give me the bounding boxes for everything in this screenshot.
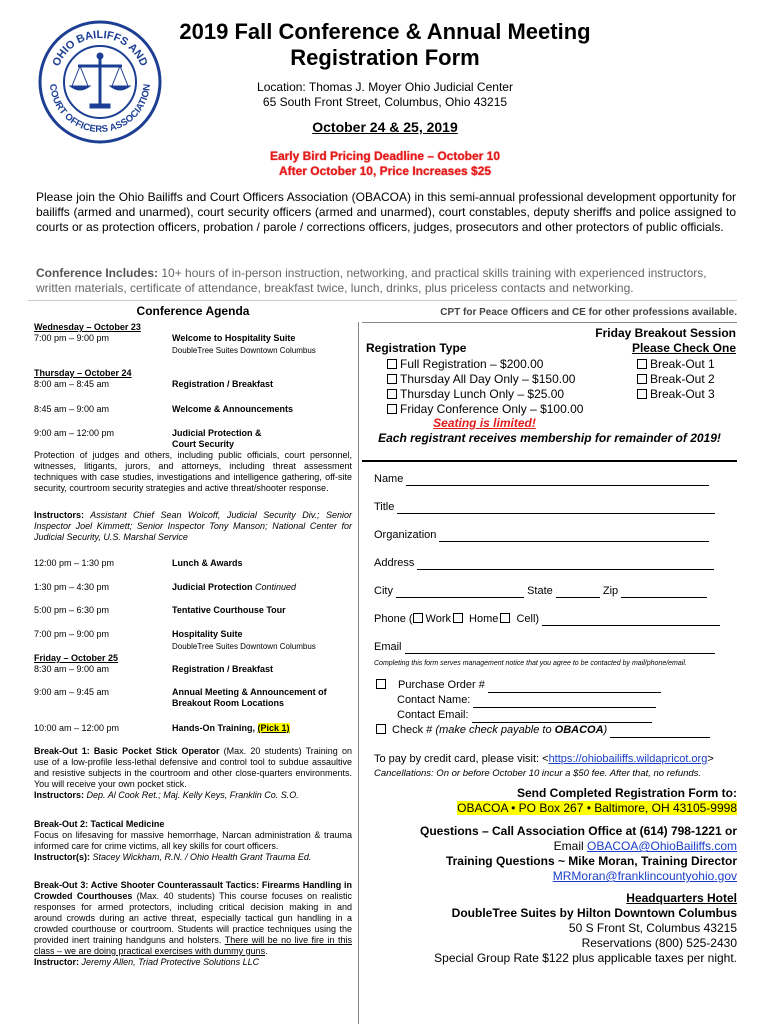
continued-label: Continued	[252, 582, 297, 592]
breakout-session-heading: Friday Breakout Session	[595, 326, 736, 340]
time-fri-3: 10:00 am – 12:00 pm	[34, 723, 120, 733]
time-thu-6: 5:00 pm – 6:30 pm	[34, 605, 110, 615]
name-field[interactable]	[374, 472, 709, 486]
hotel-heading: Headquarters Hotel	[626, 891, 737, 905]
credit-card-link[interactable]: https://ohiobailiffs.wildapricot.org	[548, 753, 708, 765]
conference-includes	[36, 266, 736, 296]
option-thursday-all-day[interactable]	[387, 372, 583, 387]
send-form-address-row	[362, 801, 737, 815]
check-note: (make check payable to	[435, 724, 555, 736]
hotel-group-rate: Special Group Rate $122 plus applicable taxes per night.	[434, 951, 737, 965]
membership-note: Each registrant receives membership for remainder of 2019!	[378, 431, 721, 445]
breakout-3-instructors: Jeremy Allen, Triad Protective Solutions LLC	[79, 957, 260, 967]
judicial-protection-description: Protection of judges and others, including public officials, court personnel, witnesses, litigants, jurors, and attorneys, including threat assessment techniques with case studies, investigations and intelligence gathering, off-site security, courtroom security strategies and active threat/shooter response.	[34, 450, 352, 493]
checkbox-cell[interactable]	[500, 613, 510, 623]
email-label: Email	[374, 641, 402, 653]
breakout-1	[34, 746, 352, 801]
cancellation-policy: Cancellations: On or before October 10 incur a $50 fee. After that, no refunds.	[374, 768, 702, 779]
event-hands-on-training	[172, 723, 290, 734]
name-input[interactable]	[406, 485, 709, 486]
city-input[interactable]	[396, 597, 524, 598]
contact-name-label: Contact Name:	[397, 694, 471, 706]
event-lunch-awards: Lunch & Awards	[172, 558, 243, 568]
credit-prefix: To pay by credit card, please visit: <	[374, 753, 549, 765]
send-form-heading: Send Completed Registration Form to:	[516, 786, 737, 800]
time-thu-2: 8:45 am – 9:00 am	[34, 404, 110, 414]
option-full-label: Full Registration – $200.00	[400, 357, 544, 371]
contact-name-row[interactable]	[376, 693, 710, 708]
breakout-option-3-label: Break-Out 3	[650, 387, 715, 401]
column-divider	[358, 322, 359, 1024]
day-thursday: Thursday – October 24	[34, 368, 132, 378]
logo-top-text: OHIO BAILIFFS AND	[50, 28, 150, 69]
training-questions: Training Questions ~ Mike Moran, Training Director	[445, 854, 737, 868]
event-registration-breakfast-thu: Registration / Breakfast	[172, 379, 274, 389]
city-state-zip-field[interactable]	[374, 584, 707, 598]
check-label: Check #	[392, 724, 433, 736]
checkbox-check[interactable]	[376, 724, 386, 734]
time-thu-1: 8:00 am – 8:45 am	[34, 379, 110, 389]
breakout-1-instructors: Dep. Al Cook Ret.; Maj. Kelly Keys, Franklin Co. S.O.	[84, 790, 299, 800]
time-thu-5: 1:30 pm – 4:30 pm	[34, 582, 110, 592]
breakout-1-title: Break-Out 1: Basic Pocket Stick Operator	[34, 746, 220, 756]
checkbox-home[interactable]	[453, 613, 463, 623]
registration-type-heading: Registration Type	[366, 341, 467, 355]
email-prefix: Email	[553, 839, 587, 853]
check-org: OBACOA	[554, 724, 604, 736]
contact-email-label: Contact Email:	[397, 709, 469, 721]
check-input[interactable]	[610, 737, 710, 738]
contact-email-row[interactable]	[376, 708, 710, 723]
form-subtitle: Registration Form	[290, 45, 480, 70]
event-hospitality-suite: Hospitality Suite	[172, 629, 243, 639]
early-bird-deadline: Early Bird Pricing Deadline – October 10	[269, 149, 501, 163]
address-label: Address	[374, 557, 415, 569]
includes-label: Conference Includes:	[36, 266, 159, 280]
city-label: City	[374, 585, 393, 597]
breakout-2-instr-label: Instructor(s):	[34, 852, 90, 862]
checkbox-purchase-order[interactable]	[376, 679, 386, 689]
event-judicial-protection-continued	[172, 582, 296, 593]
credit-card-line	[374, 752, 714, 766]
work-label: Work	[425, 613, 451, 625]
breakout-3-max: (Max. 40 students)	[132, 891, 215, 901]
location-line2: 65 South Front Street, Columbus, Ohio 43215	[262, 95, 508, 109]
event-welcome-announcements: Welcome & Announcements	[172, 404, 294, 414]
phone-field[interactable]	[374, 612, 720, 626]
association-email-row	[362, 839, 737, 853]
breakout-3-instr-label: Instructor:	[34, 957, 79, 967]
hotel-address: 50 S Front St, Columbus 43215	[568, 921, 737, 935]
registration-options	[387, 357, 583, 417]
event-judicial-protection-label: Judicial Protection	[172, 582, 253, 592]
intro-paragraph: Please join the Ohio Bailiffs and Court Officers Association (OBACOA) in this semi-annual professional development opportunity for bailiffs (armed and unarmed), court security officers (armed and unarmed), court constables, deputy sheriffs and police assigned to courts or as protection officers, probation / parole / corrections officers, judges, prosecutors and other protectors of public officials.	[36, 190, 736, 234]
hotel-name: DoubleTree Suites by Hilton Downtown Columbus	[451, 906, 737, 920]
check-close: )	[603, 724, 608, 736]
breakout-2	[34, 819, 352, 863]
includes-text: 10+ hours of in-person instruction, networking, and practical skills training with experienced instructors, written materials, certificate of attendance, breakfast twice, lunch, drinks, plus priceless contacts and networking.	[36, 266, 707, 295]
breakout-option-1-label: Break-Out 1	[650, 357, 715, 371]
option-friday-conference[interactable]	[387, 402, 583, 417]
checkbox-breakout-2[interactable]	[637, 374, 647, 384]
training-email-link[interactable]: MRMoran@franklincountyohio.gov	[552, 869, 737, 883]
breakout-1-desc: Training on use of a low-profile less-lethal defensive and control tool to subdue assaultive and resistive subjects in the courtroom and other close-quarters environments. You will receive your own pocket stick.	[34, 746, 352, 789]
option-thursday-all-day-label: Thursday All Day Only – $150.00	[400, 372, 576, 386]
breakout-option-2[interactable]	[637, 372, 715, 387]
option-thursday-lunch-label: Thursday Lunch Only – $25.00	[400, 387, 565, 401]
hotel-reservations: Reservations (800) 525-2430	[581, 936, 737, 950]
title-label: Title	[374, 501, 395, 513]
questions-line: Questions – Call Association Office at (614) 798-1221 or	[419, 824, 737, 838]
form-divider	[362, 460, 737, 462]
purchase-order-row[interactable]	[376, 678, 710, 693]
price-increase-notice: After October 10, Price Increases $25	[278, 164, 492, 178]
top-divider	[28, 300, 737, 301]
event-judicial-protection: Judicial Protection &	[172, 428, 262, 438]
venue-doubletree-1: DoubleTree Suites Downtown Columbus	[172, 346, 316, 355]
checkbox-breakout-3[interactable]	[637, 389, 647, 399]
breakout-option-1[interactable]	[637, 357, 715, 372]
purchase-order-block	[376, 678, 710, 738]
day-wednesday: Wednesday – October 23	[34, 322, 141, 332]
email-field[interactable]	[374, 640, 715, 654]
organization-field[interactable]	[374, 528, 709, 542]
checkbox-friday[interactable]	[387, 404, 397, 414]
day-friday: Friday – October 25	[34, 653, 119, 663]
time-thu-4: 12:00 pm – 1:30 pm	[34, 558, 115, 568]
location-line1: Location: Thomas J. Moyer Ohio Judicial Center	[257, 80, 513, 94]
time-thu-3: 9:00 am – 12:00 pm	[34, 428, 115, 438]
title-input[interactable]	[397, 513, 715, 514]
breakout-option-3[interactable]	[637, 387, 715, 402]
pick-one-label: (Pick 1)	[257, 723, 290, 733]
time-wed-1: 7:00 pm – 9:00 pm	[34, 333, 110, 343]
judicial-protection-instructors	[34, 510, 352, 543]
cpt-divider	[362, 322, 737, 323]
checkbox-breakout-1[interactable]	[637, 359, 647, 369]
cpt-note: CPT for Peace Officers and CE for other professions available.	[440, 307, 737, 318]
breakout-option-2-label: Break-Out 2	[650, 372, 715, 386]
conference-dates: October 24 & 25, 2019	[312, 119, 458, 135]
checkbox-work[interactable]	[413, 613, 423, 623]
check-row[interactable]	[376, 723, 710, 738]
option-friday-label: Friday Conference Only – $100.00	[400, 402, 584, 416]
event-court-security: Court Security	[172, 439, 235, 449]
breakout-options	[637, 357, 715, 402]
state-label: State	[527, 585, 553, 597]
breakout-2-desc: Focus on lifesaving for massive hemorrhage, Narcan administration & trauma informed care for crime victims, all key skills for court officers.	[34, 830, 352, 851]
event-welcome-hospitality: Welcome to Hospitality Suite	[172, 333, 296, 343]
organization-input[interactable]	[439, 541, 709, 542]
seating-limited: Seating is limited!	[433, 416, 536, 430]
breakout-3-warning: There will be no live fire in this class – we are doing practical exercises with dummy guns	[34, 935, 352, 956]
breakout-3: Break-Out 3: Active Shooter Counterassault Tactics: Firearms Handling in Crowded Courthouses (Max. 40 students) This course focuses on realistic responses for armed protectors, including critical decision making in and around crowds during an active threat, especially tactical gun handling in a crowded courthouse or courtroom. Students will practice techniques using the provided inert training handguns and holsters. There will be no live fire in this class – we are doing practical exercises with dummy guns. Instructor: Jeremy Allen, Triad Protective Solutions LLC	[34, 880, 352, 967]
phone-input[interactable]	[542, 625, 720, 626]
event-breakout-rooms: Breakout Room Locations	[172, 698, 285, 708]
credit-suffix: >	[707, 753, 714, 765]
email-input[interactable]	[405, 653, 715, 654]
home-label: Home	[466, 613, 499, 625]
po-label: Purchase Order #	[398, 679, 485, 691]
event-registration-breakfast-fri: Registration / Breakfast	[172, 664, 274, 674]
checkbox-full[interactable]	[387, 359, 397, 369]
send-form-address: OBACOA • PO Box 267 • Baltimore, OH 43105-9998	[457, 801, 737, 815]
option-full-registration[interactable]	[387, 357, 583, 372]
instructors-names: Assistant Chief Sean Wolcoff, Judicial Security Div.; Senior Inspector Joel Kimmett; Senior Inspector Tony Manson; National Center for Judicial Security, U.S. Marshal Service	[34, 510, 352, 542]
breakout-2-instructors: Stacey Wickham, R.N. / Ohio Health Grant Trauma Ed.	[90, 852, 312, 862]
organization-label: Organization	[374, 529, 437, 541]
time-fri-2: 9:00 am – 9:45 am	[34, 687, 110, 697]
instructors-label: Instructors:	[34, 510, 85, 520]
cell-label: Cell)	[513, 613, 540, 625]
time-fri-1: 8:30 am – 9:00 am	[34, 664, 110, 674]
zip-input[interactable]	[621, 597, 707, 598]
event-annual-meeting: Annual Meeting & Announcement of	[172, 687, 327, 697]
venue-doubletree-2: DoubleTree Suites Downtown Columbus	[172, 642, 316, 651]
hands-on-label: Hands-On Training,	[172, 723, 258, 733]
checkbox-thursday-all-day[interactable]	[387, 374, 397, 384]
training-email-row	[362, 869, 737, 883]
conference-agenda	[34, 304, 352, 1024]
breakout-2-title: Break-Out 2: Tactical Medicine	[34, 819, 165, 829]
address-input[interactable]	[417, 569, 714, 570]
agenda-heading: Conference Agenda	[136, 304, 250, 318]
breakout-1-instr-label: Instructors:	[34, 790, 85, 800]
contact-notice: Completing this form serves management notice that you agree to be contacted by mail/phone/email.	[374, 660, 687, 667]
checkbox-thursday-lunch[interactable]	[387, 389, 397, 399]
address-field[interactable]	[374, 556, 714, 570]
form-title: 2019 Fall Conference & Annual Meeting	[179, 19, 591, 44]
breakout-3-title: Break-Out 3: Active Shooter Counterassault Tactics: Firearms Handling in Crowded Courthouses	[34, 880, 352, 901]
breakout-1-max: (Max. 20 students)	[219, 746, 302, 756]
logo-bottom-text: COURT OFFICERS ASSOCIATION	[46, 83, 154, 136]
name-label: Name	[374, 473, 404, 485]
association-email-link[interactable]: OBACOA@OhioBailiffs.com	[586, 839, 737, 853]
please-check-one: Please Check One	[631, 341, 736, 355]
option-thursday-lunch[interactable]	[387, 387, 583, 402]
time-thu-7: 7:00 pm – 9:00 pm	[34, 629, 110, 639]
breakout-3-desc: This course focuses on realistic responses for armed protectors, including critical decision making in and around crowds during an active threat, especially tactical gun handling in a crowded courthouse or courtroom. Students will practice techniques using the provided inert training handguns and holsters.	[34, 891, 352, 945]
title-field[interactable]	[374, 500, 715, 514]
zip-label: Zip	[602, 585, 619, 597]
state-input[interactable]	[556, 597, 600, 598]
phone-label: Phone (	[374, 613, 413, 625]
event-courthouse-tour: Tentative Courthouse Tour	[172, 605, 286, 615]
